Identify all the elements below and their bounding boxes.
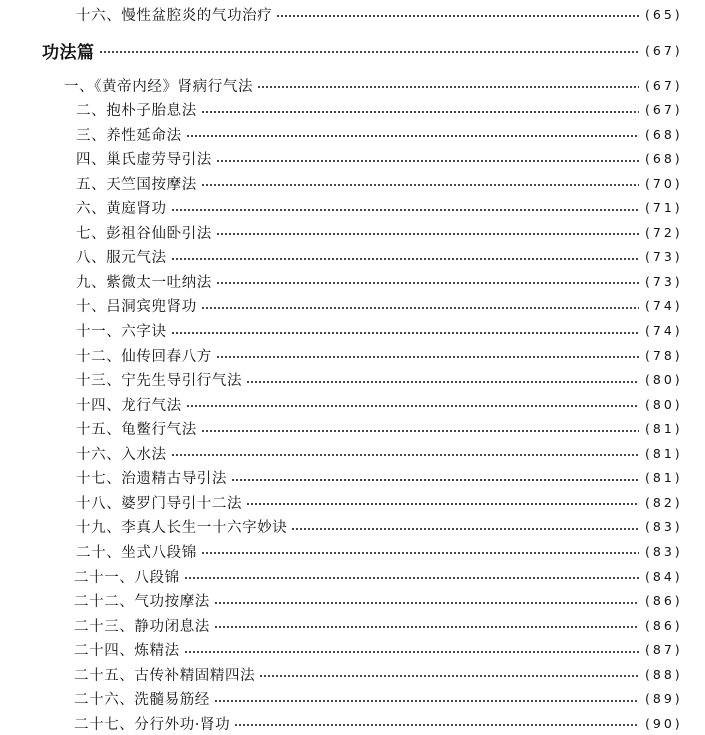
section-page: (67)	[645, 42, 683, 58]
toc-entry-title: 十四、龙行气法	[76, 397, 182, 414]
dot-leader	[186, 405, 639, 407]
toc-entry-title: 十一、六字诀	[76, 324, 167, 340]
toc-entry	[0, 515, 705, 539]
toc-entry-title: 二十四、炼精法	[74, 643, 180, 660]
toc-entry-title: 二十一、八段锦	[74, 569, 180, 586]
toc-entry-title: 十七、治遗精古导引法	[76, 471, 227, 488]
toc-entry-page: (72)	[645, 224, 683, 240]
toc-entry-title: 三、养性延命法	[76, 127, 182, 144]
dot-leader	[216, 356, 639, 358]
toc-entry	[0, 417, 705, 441]
toc-entry-title: 十五、龟鳖行气法	[76, 422, 197, 439]
toc-entry	[0, 638, 705, 662]
toc-entry-page: (73)	[645, 273, 683, 289]
toc-entry-page: (71)	[645, 200, 683, 216]
toc-entry	[0, 220, 705, 244]
dot-leader	[171, 332, 639, 334]
toc-entry-title: 十二、仙传回春八方	[76, 348, 212, 365]
toc-entry-page: (67)	[645, 102, 683, 118]
toc-entry-page: (74)	[645, 323, 683, 338]
dot-leader	[216, 282, 639, 284]
toc-entry-page: (78)	[645, 347, 683, 363]
toc-entry-page: (84)	[645, 568, 683, 584]
toc-entry-page: (86)	[645, 593, 683, 609]
toc-entry	[0, 171, 705, 195]
toc-entry	[0, 687, 705, 711]
dot-leader	[201, 430, 639, 432]
dot-leader	[259, 675, 639, 677]
toc-entry	[0, 73, 705, 97]
toc-entry-title: 二十二、气功按摩法	[74, 594, 210, 611]
toc-entry-title: 二十六、洗髓易筋经	[74, 692, 210, 709]
toc-entry	[0, 490, 705, 514]
dot-leader	[231, 479, 639, 481]
dot-leader	[184, 651, 639, 653]
toc-entry	[0, 343, 705, 367]
dot-leader	[171, 209, 639, 211]
toc-entry	[0, 466, 705, 490]
toc-entry	[0, 196, 705, 220]
toc-entry	[0, 539, 705, 563]
toc-entry	[0, 147, 705, 171]
toc-entry-title: 二十七、分行外功·肾功	[74, 716, 231, 733]
dot-leader	[246, 381, 639, 383]
toc-entry	[0, 564, 705, 588]
dot-leader	[184, 577, 639, 579]
toc-entry-page: (67)	[645, 77, 683, 93]
dot-leader	[201, 307, 639, 309]
toc-entry	[0, 589, 705, 613]
toc-entry-title: 二十三、静功闭息法	[74, 618, 210, 635]
dot-leader	[276, 15, 639, 17]
toc-entry-title: 一、《黄帝内经》肾病行气法	[64, 78, 254, 95]
toc-entry-page: (81)	[645, 421, 683, 437]
toc-entry-page: (74)	[645, 298, 683, 314]
toc-entry-page: (81)	[645, 470, 683, 486]
toc-entry	[0, 319, 705, 343]
toc-entry-page: (73)	[645, 249, 683, 265]
toc-entry-page: (68)	[645, 151, 683, 167]
toc-entry-page: (83)	[645, 543, 683, 559]
toc-entry	[0, 368, 705, 392]
toc-entry-page: (70)	[645, 175, 683, 191]
dot-leader	[214, 626, 639, 628]
toc-entry-page: (86)	[645, 617, 683, 633]
toc-entry	[0, 122, 705, 146]
toc-entry-page: (90)	[645, 715, 683, 731]
dot-leader	[216, 233, 639, 235]
dot-leader	[214, 700, 639, 702]
dot-leader	[99, 51, 640, 53]
dot-leader	[201, 111, 639, 113]
toc-entry-title: 十八、婆罗门导引十二法	[76, 495, 243, 512]
toc-entry	[0, 441, 705, 465]
toc-entry-page: (82)	[645, 494, 683, 510]
dot-leader	[171, 454, 639, 456]
toc-entry-page: (81)	[645, 445, 683, 461]
toc-entry-page: (68)	[645, 126, 683, 142]
dot-leader	[186, 135, 639, 137]
toc-entry-title: 十、吕洞宾兜肾功	[76, 299, 197, 316]
dot-leader	[291, 528, 639, 530]
dot-leader	[216, 160, 639, 162]
toc-entry-title: 十六、入水法	[76, 446, 167, 463]
toc-entry-title: 二十、坐式八段锦	[76, 544, 197, 561]
dot-leader	[201, 552, 639, 554]
toc-entry-title: 十三、宁先生导引行气法	[76, 373, 243, 390]
toc-entry-page: (80)	[645, 372, 683, 388]
toc-entry-page: (83)	[645, 519, 683, 535]
toc-entry-title: 十六、慢性盆腔炎的气功治疗	[76, 7, 273, 24]
toc-entry-page: (65)	[645, 6, 683, 22]
dot-leader	[246, 503, 639, 505]
toc-entry-title: 二十五、古传补精固精四法	[74, 667, 256, 684]
toc-entry-title: 六、黄庭肾功	[76, 201, 167, 218]
toc-entry-top	[0, 2, 705, 26]
section-title: 功法篇	[42, 42, 95, 63]
toc-entry-title: 十九、李真人长生一十六字妙诀	[76, 520, 288, 537]
toc-entry-title: 八、服元气法	[76, 250, 167, 267]
dot-leader	[201, 184, 639, 186]
toc-entry	[0, 392, 705, 416]
dot-leader	[257, 86, 639, 88]
dot-leader	[234, 724, 639, 726]
toc-entry	[0, 294, 705, 318]
toc-entry-title: 七、彭祖谷仙卧引法	[76, 225, 212, 242]
toc-entry-page: (89)	[645, 691, 683, 707]
toc-entry	[0, 245, 705, 269]
toc-entry-title: 九、紫微太一吐纳法	[76, 274, 212, 291]
toc-entry	[0, 662, 705, 686]
toc-entry-page: (88)	[645, 666, 683, 682]
toc-entry	[0, 98, 705, 122]
toc-entry-page: (87)	[645, 642, 683, 658]
toc-entry-page: (80)	[645, 396, 683, 412]
toc-entry	[0, 711, 705, 735]
dot-leader	[214, 602, 639, 604]
toc-section-heading	[0, 38, 705, 62]
toc-entry-title: 二、抱朴子胎息法	[76, 103, 197, 120]
toc-entry	[0, 613, 705, 637]
toc-entry-title: 五、天竺国按摩法	[76, 176, 197, 193]
toc-entry	[0, 269, 705, 293]
dot-leader	[171, 258, 639, 260]
toc-entry-title: 四、巢氏虚劳导引法	[76, 152, 212, 169]
